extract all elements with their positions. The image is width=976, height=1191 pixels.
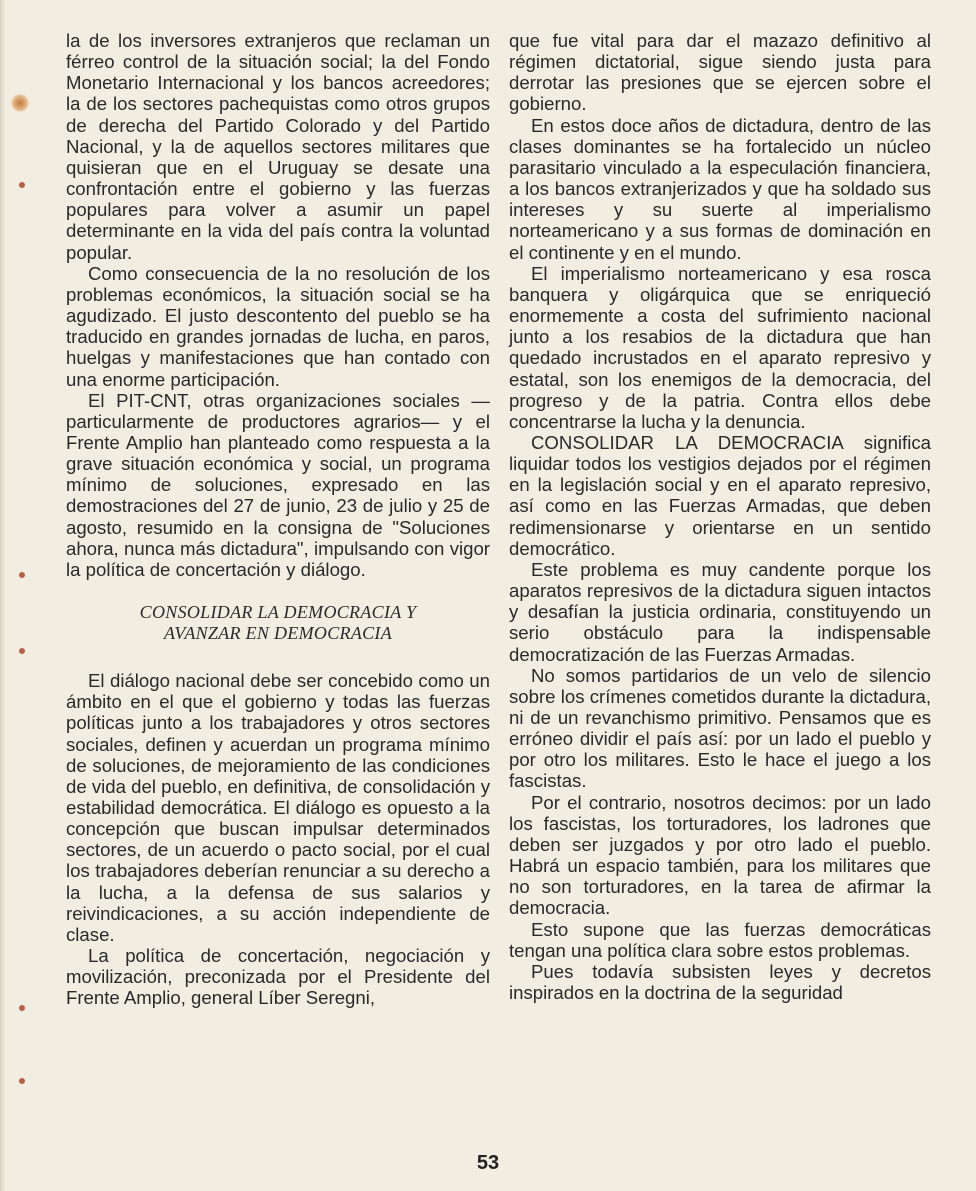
paragraph: El diálogo nacional debe ser concebido como un ámbito en el que el gobierno y todas las fuerzas políticas junto a los trabajadores y otros sectores sociales, definen y acuerdan un programa mínimo de soluciones, de mejoramiento de las condiciones de vida del pueblo, en definitiva, de consolidación y estabilidad democrática. El diálogo es opuesto a la concepción que buscan impulsar determinados sectores, de un acuerdo o pacto social, por el cual los trabajadores deberían renunciar a su derecho a la lucha, a la defensa de sus salarios y reivindicaciones, a su acción independiente de clase.	[66, 670, 490, 945]
margin-dot	[19, 1005, 25, 1011]
margin-dot	[19, 572, 25, 578]
paragraph: Por el contrario, nosotros decimos: por un lado los fascistas, los torturadores, los ladrones que deben ser juzgados y por otro lado el pueblo. Habrá un espacio también, para los militares que no son torturadores, en la tarea de afirmar la democracia.	[509, 791, 931, 919]
paragraph: El PIT-CNT, otras organizaciones sociales —particularmente de productores agrarios— y el Frente Amplio han planteado como respuesta a la grave situación económica y social, un programa mínimo de soluciones, expresado en las demostraciones del 27 de junio, 23 de julio y 25 de agosto, resumido en la consigna de "Soluciones ahora, nunca más dictadura", impulsando con vigor la política de concertación y diálogo.	[66, 389, 490, 580]
paragraph: Como consecuencia de la no resolución de los problemas económicos, la situación social se ha agudizado. El justo descontento del pueblo se ha traducido en grandes jornadas de lucha, en paros, huelgas y manifestaciones que han contado con una enorme participación.	[66, 262, 490, 390]
section-heading	[66, 602, 490, 644]
left-column	[66, 30, 490, 1009]
paragraph: Este problema es muy candente porque los aparatos represivos de la dictadura siguen intactos y desafían la justicia ordinaria, constituyendo un serio obstáculo para la indispensable democratización de las Fuerzas Armadas.	[509, 558, 931, 665]
paragraph: No somos partidarios de un velo de silencio sobre los crímenes cometidos durante la dictadura, ni de un revanchismo primitivo. Pensamos que es erróneo dividir el país así: por un lado el pueblo y por otro los militares. Esto le hace el juego a los fascistas.	[509, 664, 931, 792]
paragraph: CONSOLIDAR LA DEMOCRACIA significa liquidar todos los vestigios dejados por el régimen en la legislación social y en el aparato represivo, así como en las Fuerzas Armadas, que deben redimensionarse y orientarse en un sentido democrático.	[509, 431, 931, 559]
paragraph: La política de concertación, negociación y movilización, preconizada por el Presidente del Frente Amplio, general Líber Seregni,	[66, 945, 490, 1009]
margin-dot	[19, 648, 25, 654]
heading-line: CONSOLIDAR LA DEMOCRACIA Y	[139, 602, 417, 623]
paragraph: Pues todavía subsisten leyes y decretos inspirados en la doctrina de la seguridad	[509, 960, 931, 1004]
paragraph: En estos doce años de dictadura, dentro de las clases dominantes se ha fortalecido un núcleo parasitario vinculado a la especulación financiera, a los bancos extranjerizados y que ha soldado sus intereses y su suerte al imperialismo norteamericano y a sus formas de dominación en el continente y en el mundo.	[509, 114, 931, 263]
right-column	[509, 30, 931, 1003]
heading-line: AVANZAR EN DEMOCRACIA	[163, 623, 393, 644]
paragraph: que fue vital para dar el mazazo definitivo al régimen dictatorial, sigue siendo justa para derrotar las presiones que se ejercen sobre el gobierno.	[509, 30, 931, 115]
paragraph: El imperialismo norteamericano y esa rosca banquera y oligárquica que se enriqueció enormemente a costa del sufrimiento nacional junto a los resabios de la dictadura que han quedado incrustados en el aparato represivo y estatal, son los enemigos de la democracia, del progreso y de la patria. Contra ellos debe concentrarse la lucha y la denuncia.	[509, 262, 931, 432]
margin-dot	[19, 182, 25, 188]
stain-mark	[11, 94, 29, 112]
page-number: 53	[476, 1152, 500, 1174]
page-edge	[0, 0, 6, 1191]
paragraph: la de los inversores extranjeros que reclaman un férreo control de la situación social; la del Fondo Monetario Internacional y los bancos acreedores; la de los sectores pachequistas como otros grupos de derecha del Partido Colorado y del Partido Nacional, y la de aquellos sectores militares que quisieran que en el Uruguay se desate una confrontación entre el gobierno y las fuerzas populares para volver a asumir un papel determinante en la vida del país contra la voluntad popular.	[66, 30, 490, 263]
margin-dot	[19, 1078, 25, 1084]
paragraph: Esto supone que las fuerzas democráticas tengan una política clara sobre estos problemas.	[509, 918, 931, 961]
